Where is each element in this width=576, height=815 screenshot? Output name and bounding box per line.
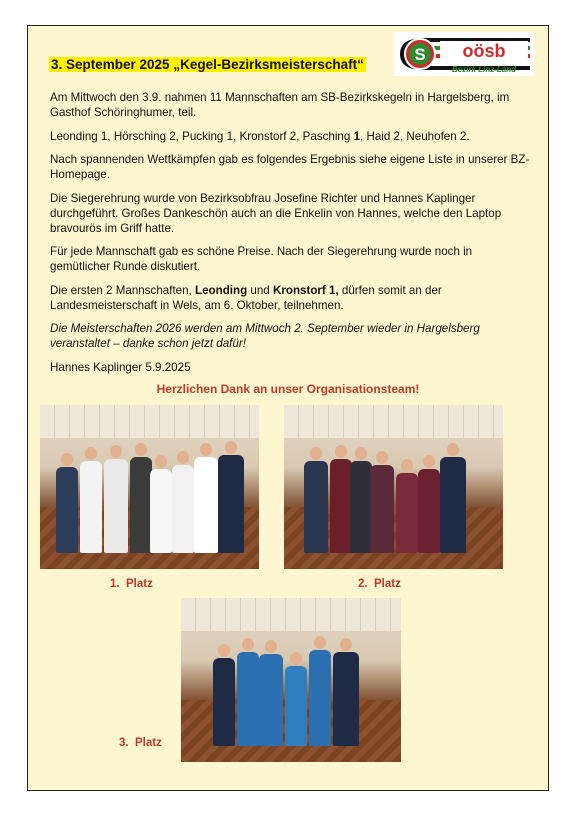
caption-place-1: [110, 578, 153, 590]
signature: Hannes Kaplinger 5.9.2025: [50, 360, 191, 374]
qual-text-3: dürfen somit an der Landesmeisterschaft in Wels, am 6. Oktober, teilnehmen.: [50, 283, 442, 312]
paragraph-teams: [50, 129, 530, 144]
caption-3-label: Platz: [134, 737, 162, 749]
caption-3-num: 3.: [119, 737, 129, 749]
caption-1-label: Platz: [125, 578, 153, 590]
document-page: [27, 25, 549, 791]
caption-1-num: 1.: [110, 578, 120, 590]
qual-team-2: Kronstorf 1,: [272, 283, 339, 297]
teams-bold: 1: [353, 129, 361, 143]
paragraph-qualification: [50, 283, 530, 313]
article-body: [50, 90, 530, 383]
caption-place-3: [119, 737, 162, 749]
paragraph-participants: Am Mittwoch den 3.9. nahmen 11 Mannschaften am SB-Bezirkskegeln in Hargelsberg, im Gasthof Schöringhumer, teil.: [50, 91, 510, 119]
teams-text: Leonding 1, Hörsching 2, Pucking 1, Kronstorf 2, Pasching: [50, 129, 354, 143]
paragraph-ceremony: Die Siegerehrung wurde von Bezirksobfrau Josefine Richter und Hannes Kaplinger durchgeführt. Großes Dankeschön auch an die Enkelin von Hannes, welche den Laptop bravourös im Griff hatte.: [50, 191, 502, 235]
team-photo-1: [40, 405, 259, 569]
page-title: 3. September 2025 „Kegel-Bezirksmeisterschaft“: [51, 57, 364, 72]
qual-text-2: und: [247, 283, 273, 297]
caption-place-2: [358, 578, 401, 590]
qual-team-1: Leonding: [195, 283, 248, 297]
paragraph-results: Nach spannenden Wettkämpfen gab es folgendes Ergebnis siehe eigene Liste in unserer BZ-Homepage.: [50, 153, 530, 181]
thanks-heading: Herzlichen Dank an unser Organisationsteam!: [156, 382, 420, 396]
oesb-logo-graphic: [394, 32, 534, 76]
team-photo-2: [284, 405, 503, 569]
logo-letter: S: [414, 45, 426, 64]
teams-text-end: , Haid 2, Neuhofen 2.: [360, 129, 470, 143]
team-photo-3: [181, 598, 401, 762]
caption-2-label: Platz: [373, 578, 401, 590]
caption-2-num: 2.: [358, 578, 368, 590]
logo-subtext: Bezirk Linz-Land: [451, 65, 517, 74]
oesb-logo: [394, 32, 534, 76]
paragraph-prizes: Für jede Mannschaft gab es schöne Preise. Nach der Siegerehrung wurde noch in gemütlicher Runde diskutiert.: [50, 245, 473, 273]
paragraph-next-event: Die Meisterschaften 2026 werden am Mittwoch 2. September wieder in Hargelsberg veranstaltet – danke schon jetzt dafür!: [50, 322, 480, 350]
logo-text: oösb: [462, 41, 506, 61]
qual-text-1: Die ersten 2 Mannschaften,: [50, 283, 196, 297]
